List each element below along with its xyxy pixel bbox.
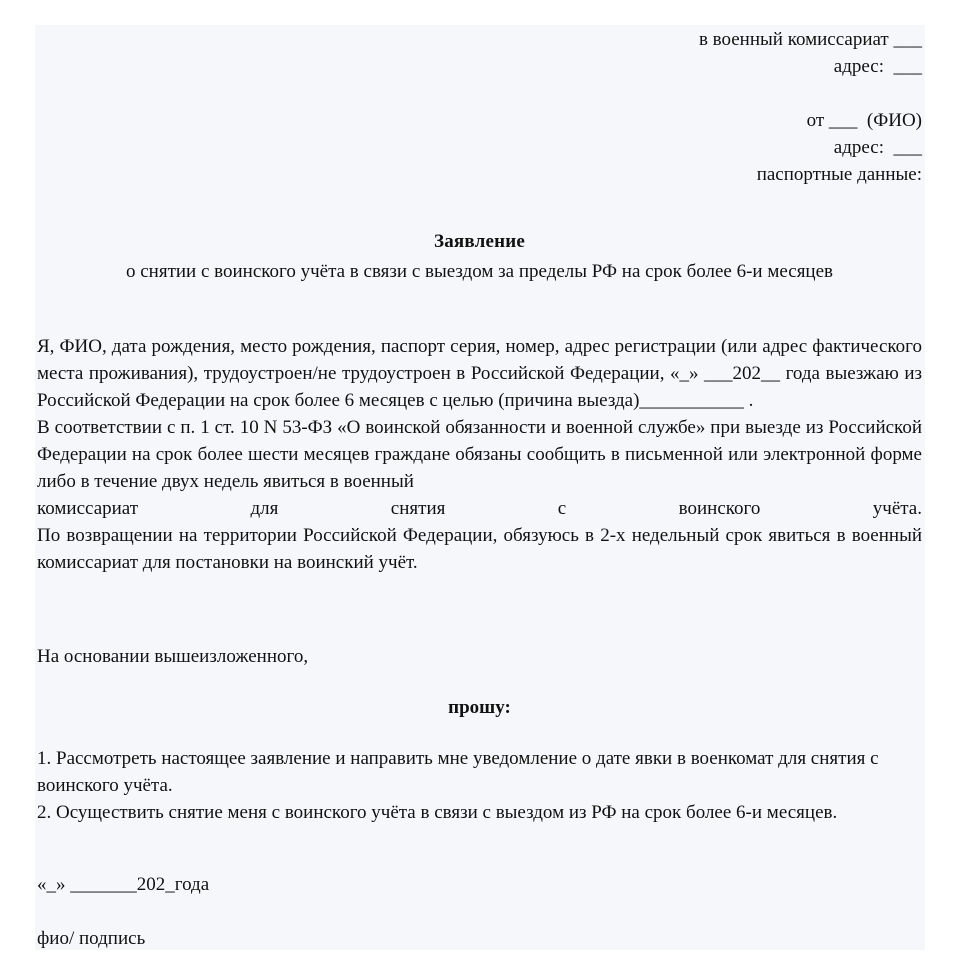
request-item: 2. Осуществить снятие меня с воинского учёта в связи с выездом из РФ на срок более 6-и месяцев. [37, 802, 838, 823]
header-addressee-line: в военный комиссариат ___ [698, 29, 922, 50]
request-item: 1. Рассмотреть настоящее заявление и направить мне уведомление о дате явки в военкомат для снятия с воинского учёта. [37, 748, 879, 796]
header-from-line: от ___ (ФИО) [806, 110, 922, 131]
body-paragraph-personal-details: Я, ФИО, дата рождения, место рождения, паспорт серия, номер, адрес регистрации (или адрес фактического места проживания), трудоустроен/не трудоустроен в Российской Федерации, «_» ___202__ года выезжаю из Российской Федерации на срок более 6 месяцев с целью (причина выезда)___________ . [37, 336, 922, 411]
document-title: Заявление [433, 231, 526, 252]
header-from-address-line: адрес: ___ [833, 137, 922, 158]
body-paragraph-legal-basis: В соответствии с п. 1 ст. 10 N 53-ФЗ «О воинской обязанности и военной службе» при выезде из Российской Федерации на срок более шести месяцев граждане обязаны сообщить в письменной или электронной форме либо в течение двух недель явиться в военный [37, 417, 922, 492]
document-subtitle: о снятии с воинского учёта в связи с выездом за пределы РФ на срок более 6-и месяцев [125, 261, 834, 282]
header-addressee-address-line: адрес: ___ [833, 56, 922, 77]
document-body [37, 333, 922, 576]
signature-placeholder: фио/ подпись [37, 928, 146, 949]
body-paragraph-return-obligation: По возвращении на территории Российской Федерации, обязуюсь в 2-х недельный срок явиться в военный комиссариат для постановки на воинский учёт. [37, 525, 922, 573]
header-spacer [37, 80, 922, 107]
document-title-block [37, 228, 922, 285]
body-paragraph-legal-basis-tail: комиссариат для снятия с воинского учёта. [37, 498, 922, 519]
closing-lead-in: На основании вышеизложенного, [37, 646, 309, 667]
request-list [37, 745, 922, 826]
date-placeholder: «_» _______202_года [37, 874, 210, 895]
header-passport-data-line: паспортные данные: [756, 164, 922, 185]
document-header-block [37, 26, 922, 188]
request-heading: прошу: [448, 697, 511, 718]
